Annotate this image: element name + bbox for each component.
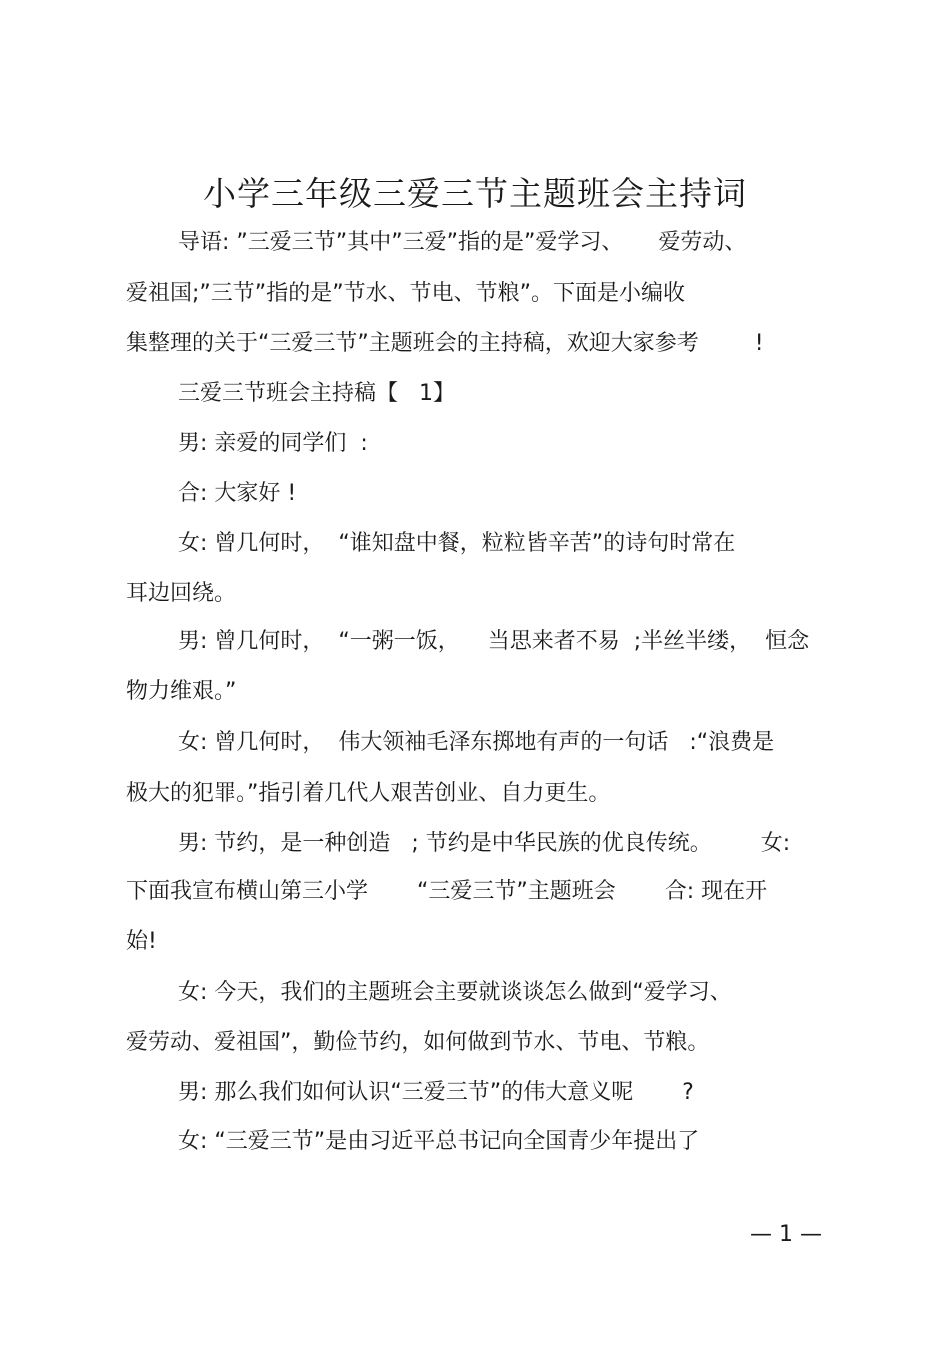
paragraph-line: 导语: ”三爱三节”其中”三爱”指的是”爱学习、 爱劳动、 — [178, 230, 747, 255]
paragraph-line: 极大的犯罪。”指引着几代人艰苦创业、自力更生。 — [126, 781, 611, 806]
document-title: 小学三年级三爱三节主题班会主持词 — [203, 174, 747, 213]
section-heading: 三爱三节班会主持稿【 1】 — [178, 381, 455, 406]
paragraph-line: 女: 曾几何时， 伟大领袖毛泽东掷地有声的一句话 :“浪费是 — [178, 730, 775, 755]
paragraph-line: 下面我宣布横山第三小学 “三爱三节”主题班会 合: 现在开 — [126, 879, 768, 904]
paragraph-line: 耳边回绕。 — [126, 581, 237, 606]
paragraph-line: 爱祖国;”三节”指的是”节水、节电、节粮”。下面是小编收 — [126, 281, 686, 306]
paragraph-line: 女: 今天，我们的主题班会主要就谈谈怎么做到“爱学习、 — [178, 980, 732, 1005]
paragraph-line: 合: 大家好 ! — [178, 481, 297, 506]
paragraph-line: 集整理的关于“三爱三节”主题班会的主持稿，欢迎大家参考 ! — [126, 331, 764, 356]
paragraph-line: 男: 那么我们如何认识“三爱三节”的伟大意义呢 ? — [178, 1080, 694, 1105]
paragraph-line: 男: 节约，是一种创造 ; 节约是中华民族的优良传统。 女: — [178, 831, 791, 856]
paragraph-line: 男: 亲爱的同学们 : — [178, 431, 368, 456]
paragraph-line: 物力维艰。” — [126, 679, 237, 704]
page-number: — 1 — — [750, 1222, 822, 1247]
paragraph-line: 男: 曾几何时， “一粥一饭， 当思来者不易 ;半丝半缕， 恒念 — [178, 629, 810, 654]
paragraph-line: 女: “三爱三节”是由习近平总书记向全国青少年提出了 — [178, 1129, 700, 1154]
paragraph-line: 始! — [126, 929, 157, 954]
paragraph-line: 爱劳动、爱祖国”，勤俭节约，如何做到节水、节电、节粮。 — [126, 1030, 710, 1055]
paragraph-line: 女: 曾几何时， “谁知盘中餐，粒粒皆辛苦”的诗句时常在 — [178, 531, 736, 556]
